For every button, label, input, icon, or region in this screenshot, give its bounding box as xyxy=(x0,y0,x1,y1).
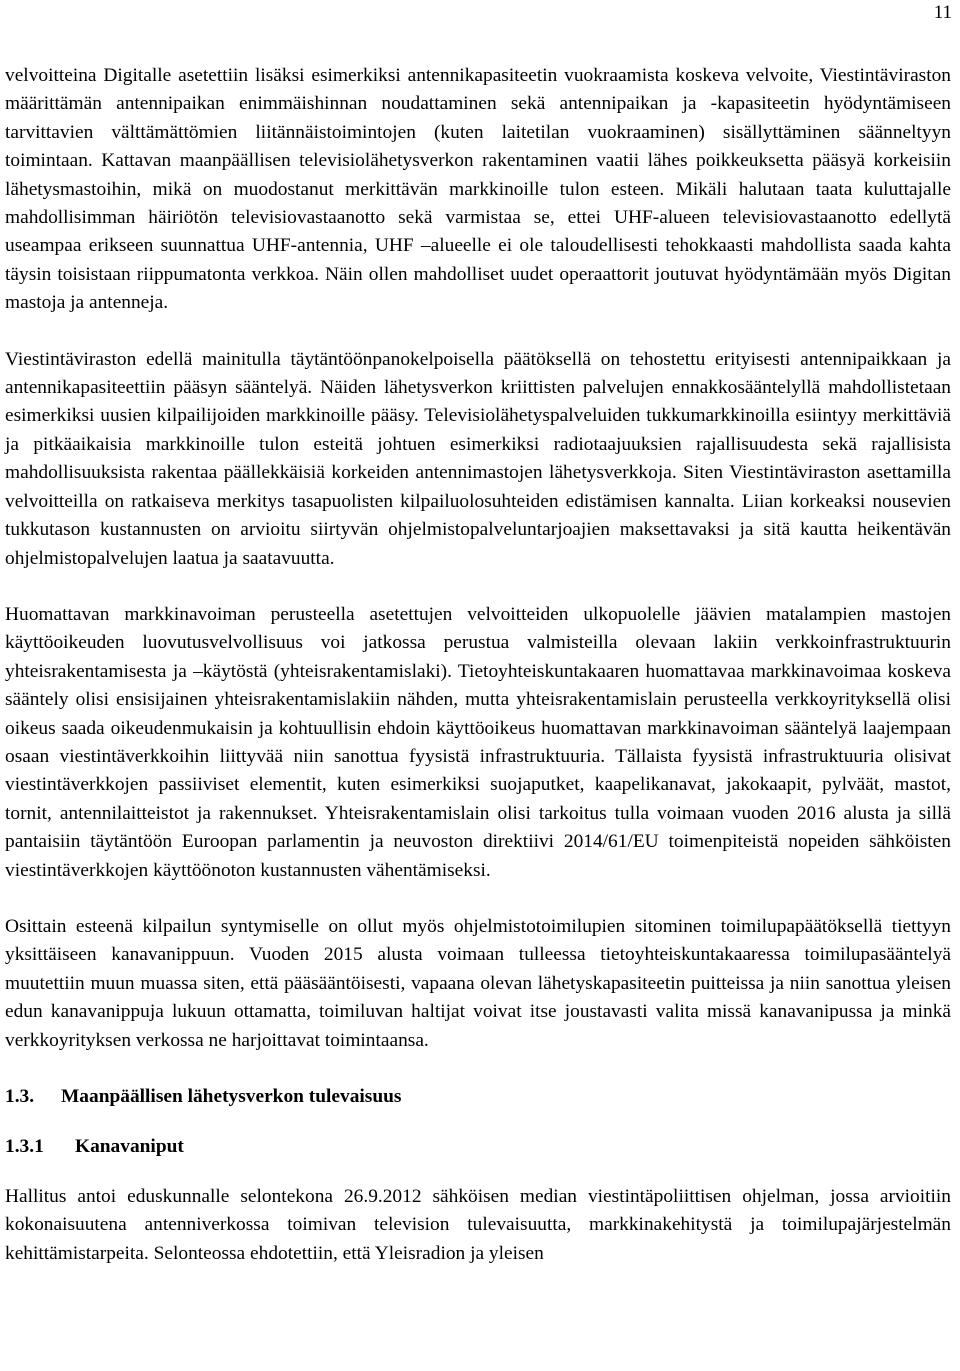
subsection-number: 1.3.1 xyxy=(5,1136,44,1157)
paragraph: velvoitteina Digitalle asetettiin lisäksi esimerkiksi antennikapasiteetin vuokraamista koskeva velvoite, Viestintäviraston määrittämän antennipaikan enimmäishinnan noudattaminen sekä antennipaikan ja -kapasiteetin hyödyntämiseen tarvittavien välttämättömien liitännäistoimintojen (kuten laitetilan vuokraaminen) sisällyttäminen säänneltyyn toimintaan. Kattavan maanpäällisen televisiolähetysverkon rakentaminen vaatii lähes poikkeuksetta pääsyä korkeisiin lähetysmastoihin, mikä on muodostanut merkittävän markkinoille tulon esteen. Mikäli halutaan taata kuluttajalle mahdollisimman häiriötön televisiovastaanotto sekä varmistaa se, ettei UHF-alueen televisiovastaanotto edellytä useampaa erikseen suunnattua UHF-antennia, UHF –alueelle ei ole taloudellisesti tehokkaasti mahdollista saada kahta täysin toisistaan riippumatonta verkkoa. Näin ollen mahdolliset uudet operaattorit joutuvat hyödyntämään myös Digitan mastoja ja antenneja. xyxy=(5,65,951,314)
paragraph-final: Hallitus antoi eduskunnalle selontekona 26.9.2012 sähköisen median viestintäpoliittisen ohjelman, jossa arvioitiin kokonaisuutena antenniverkossa toimivan television tulevaisuutta, markkinakehitystä ja toimilupajärjestelmän kehittämistarpeita. Selonteossa ehdotettiin, että Yleisradion ja yleisen xyxy=(5,1186,951,1264)
page-number: 11 xyxy=(933,2,952,23)
subsection-title: Kanavaniput xyxy=(75,1136,184,1157)
section-title: Maanpäällisen lähetysverkon tulevaisuus xyxy=(61,1086,402,1107)
paragraph: Viestintäviraston edellä mainitulla täytäntöönpanokelpoisella päätöksellä on tehostettu erityisesti antennipaikkaan ja antennikapasiteettiin pääsyn sääntelyä. Näiden lähetysverkon kriittisten palvelujen ennakkosääntelyllä mahdollistetaan esimerkiksi uusien kilpailijoiden markkinoille pääsy. Televisiolähetyspalveluiden tukkumarkkinoilla esiintyy merkittäviä ja pitkäaikaisia markkinoille tulon esteitä johtuen esimerkiksi radiotaajuuksien rajallisuudesta sekä rajallisista mahdollisuuksista rakentaa päällekkäisiä korkeiden antennimastojen lähetysverkkoja. Siten Viestintäviraston asettamilla velvoitteilla on ratkaiseva merkitys tasapuolisten kilpailuolosuhteiden edistämisen kannalta. Liian korkeaksi nousevien tukkutason kustannusten on arvioitu siirtyvän ohjelmistopalveluntarjoajien maksettavaksi ja sitä kautta heikentävän ohjelmistopalvelujen laatua ja saatavuutta. xyxy=(5,348,951,569)
section-heading xyxy=(5,1083,951,1111)
section-number: 1.3. xyxy=(5,1086,35,1107)
document-body xyxy=(5,62,951,1296)
paragraph: Huomattavan markkinavoiman perusteella asetettujen velvoitteiden ulkopuolelle jäävien matalampien mastojen käyttöoikeuden luovutusvelvollisuus voi jatkossa perustua valmisteilla olevaan lakiin verkkoinfrastruktuurin yhteisrakentamisesta ja –käytöstä (yhteisrakentamislaki). Tietoyhteiskuntakaaren huomattavaa markkinavoimaa koskeva sääntely olisi ensisijainen yhteisrakentamislakiin nähden, mutta yhteisrakentamislain perusteella verkkoyrityksellä olisi oikeus saada oikeudenmukaisin ja kohtuullisin ehdoin käyttöoikeus huomattavan markkinavoiman sääntelyä laajempaan osaan viestintäverkkoihin liittyvää niin sanottua fyysistä infrastruktuuria. Tällaista fyysistä infrastruktuuria olisivat viestintäverkkojen passiiviset elementit, kuten esimerkiksi suojaputket, kaapelikanavat, jakokaapit, pylväät, mastot, tornit, antennilaitteistot ja rakennukset. Yhteisrakentamislain olisi tarkoitus tulla voimaan vuoden 2016 alusta ja sillä pantaisiin täytäntöön Euroopan parlamentin ja neuvoston direktiivi 2014/61/EU toimenpiteistä nopeiden sähköisten viestintäverkkojen käyttöönoton kustannusten vähentämiseksi. xyxy=(5,603,951,881)
paragraph: Osittain esteenä kilpailun syntymiselle on ollut myös ohjelmistotoimilupien sitominen toimilupapäätöksellä tiettyyn yksittäiseen kanavanippuun. Vuoden 2015 alusta voimaan tulleessa tietoyhteiskuntakaaressa toimilupasääntelyä muutettiin muun muassa siten, että pääsääntöisesti, vapaana olevan lähetyskapasiteetin puitteissa ja niin sanottua yleisen edun kanavanippuja lukuun ottamatta, toimiluvan haltijat voivat itse joustavasti valita missä kanavanipussa ja minkä verkkoyrityksen verkossa ne harjoittavat toimintaansa. xyxy=(5,915,951,1051)
subsection-heading xyxy=(5,1133,951,1161)
